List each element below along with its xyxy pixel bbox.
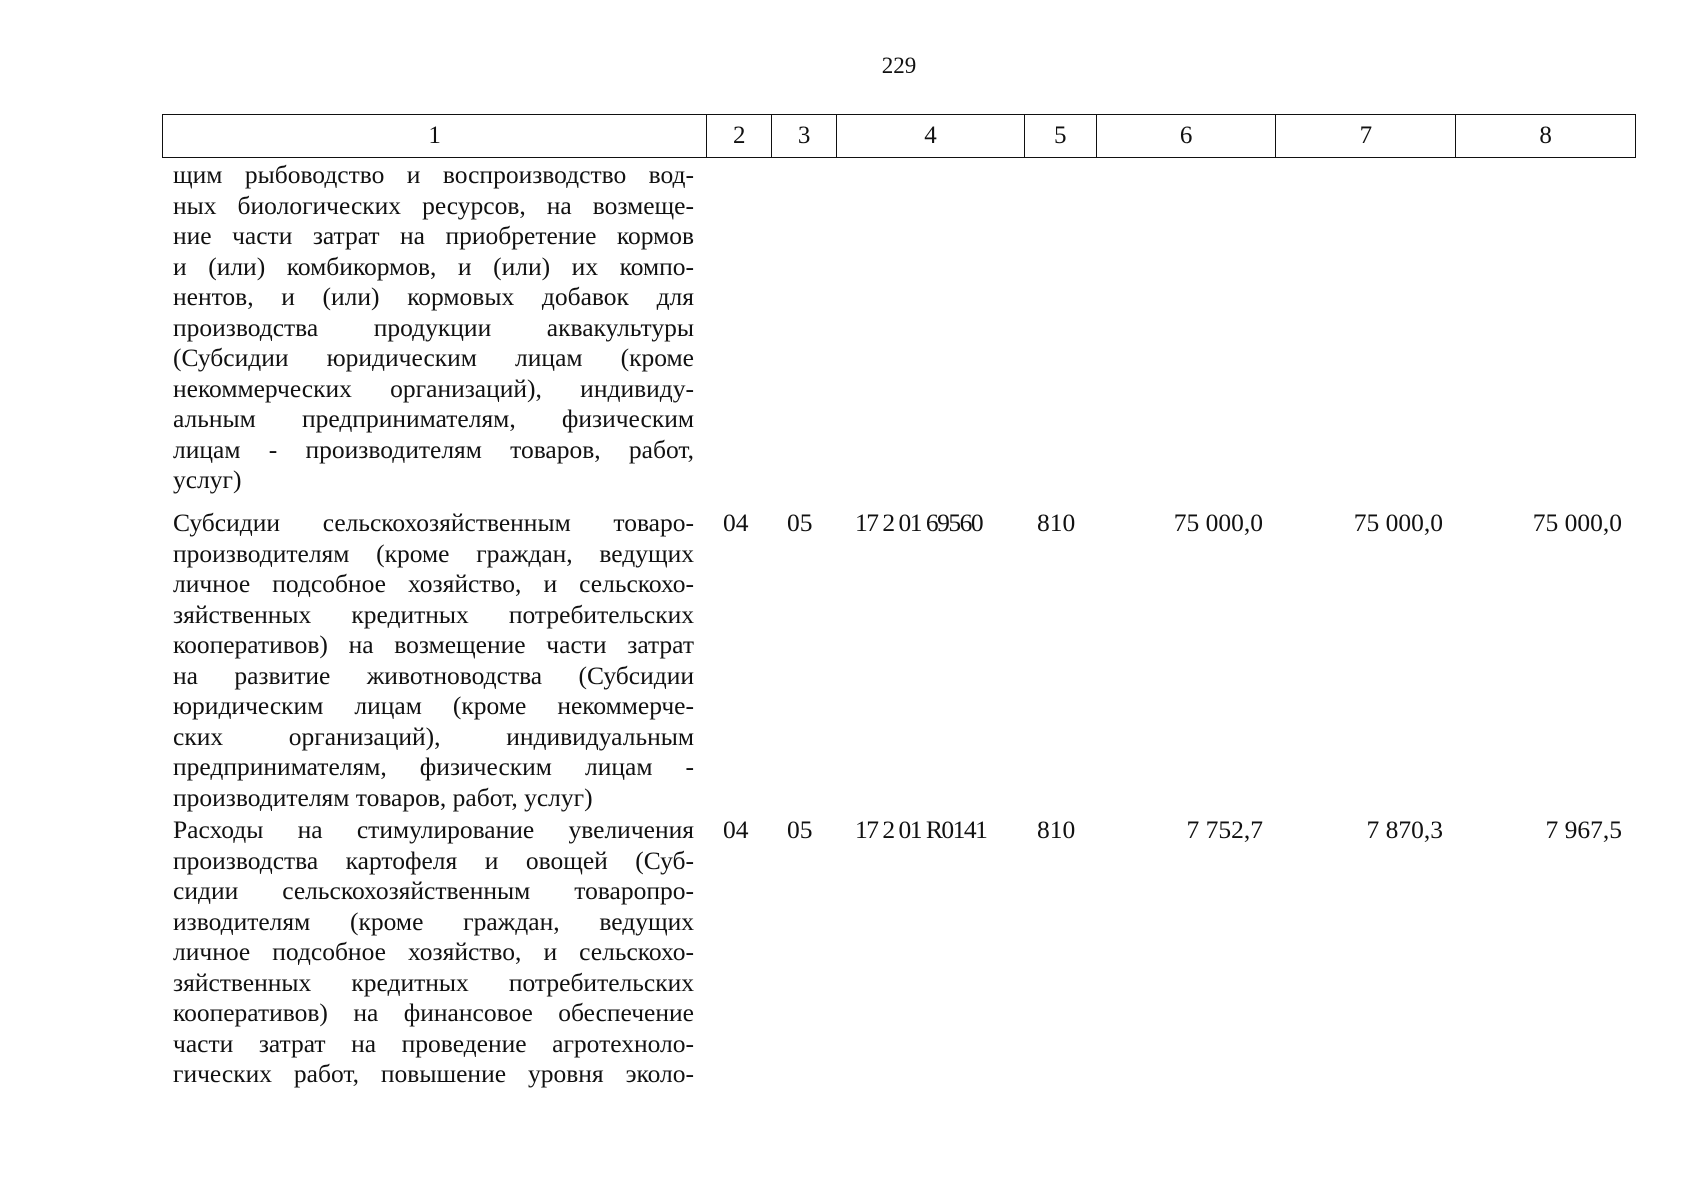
cell-amount-year3: 75 000,0 — [1532, 508, 1622, 537]
description-line: производителям товаров, работ, услуг) — [173, 782, 593, 812]
header-col-1: 1 — [163, 115, 707, 157]
cell-razdel: 04 — [723, 508, 749, 537]
description-line: зяйственных кредитных потребительских — [173, 967, 694, 997]
description-line: личное подсобное хозяйство, и сельскохо- — [173, 569, 694, 598]
row-description — [173, 508, 694, 813]
description-line: кооперативов) на возмещение части затрат — [173, 630, 694, 659]
cell-amount-year2: 7 870,3 — [1366, 815, 1443, 844]
cell-expense-type: 810 — [1037, 815, 1076, 844]
description-line: личное подсобное хозяйство, и сельскохо- — [173, 937, 694, 966]
description-line: ние части затрат на приобретение кормов — [173, 221, 694, 250]
description-line: Расходы на стимулирование увеличения — [173, 815, 694, 844]
description-line: производителям (кроме граждан, ведущих — [173, 538, 694, 568]
description-line: сидии сельскохозяйственным товаропро- — [173, 876, 694, 905]
cell-podrazdel: 05 — [787, 815, 813, 844]
description-line: лицам - производителям товаров, работ, — [173, 434, 694, 464]
table-header — [162, 114, 1636, 158]
header-col-3: 3 — [772, 115, 837, 157]
description-line: изводителям (кроме граждан, ведущих — [173, 906, 694, 936]
description-line: части затрат на проведение агротехноло- — [173, 1028, 694, 1058]
description-line: некоммерческих организаций), индивиду- — [173, 373, 694, 403]
description-line: производства картофеля и овощей (Суб- — [173, 845, 694, 875]
description-line: гических работ, повышение уровня эколо- — [173, 1059, 694, 1088]
cell-amount-year2: 75 000,0 — [1353, 508, 1443, 537]
description-line: ских организаций), индивидуальным — [173, 721, 694, 751]
description-line: нентов, и (или) кормовых добавок для — [173, 282, 694, 311]
header-col-8: 8 — [1539, 122, 1552, 149]
cell-podrazdel: 05 — [787, 508, 813, 537]
cell-target-code: 17 2 01 69560 — [855, 508, 983, 537]
page-number: 229 — [881, 53, 917, 78]
cell-expense-type: 810 — [1037, 508, 1076, 537]
cell-amount-year1: 7 752,7 — [1186, 815, 1263, 844]
header-col-2: 2 — [707, 115, 772, 157]
description-line: услуг) — [173, 465, 242, 494]
cell-target-code: 17 2 01 R0141 — [855, 815, 987, 844]
description-line: на развитие животноводства (Субсидии — [173, 660, 694, 690]
description-line: предпринимателям, физическим лицам - — [173, 752, 694, 781]
description-line: юридическим лицам (кроме некоммерче- — [173, 691, 694, 720]
description-line: Субсидии сельскохозяйственным товаро- — [173, 508, 694, 537]
description-line: зяйственных кредитных потребительских — [173, 599, 694, 629]
description-line: (Субсидии юридическим лицам (кроме — [173, 343, 694, 372]
row-description — [173, 160, 694, 496]
header-col-5: 5 — [1025, 115, 1097, 157]
header-col-6: 6 — [1097, 115, 1277, 157]
description-line: производства продукции аквакультуры — [173, 312, 694, 342]
description-line: кооперативов) на финансовое обеспечение — [173, 998, 694, 1027]
description-line: альным предпринимателям, физическим — [173, 404, 694, 433]
header-col-7: 7 — [1276, 115, 1456, 157]
description-line: и (или) комбикормов, и (или) их компо- — [173, 251, 694, 281]
header-col-4: 4 — [837, 115, 1025, 157]
cell-amount-year1: 75 000,0 — [1173, 508, 1263, 537]
cell-razdel: 04 — [723, 815, 749, 844]
cell-amount-year3: 7 967,5 — [1545, 815, 1622, 844]
description-line: ных биологических ресурсов, на возмеще- — [173, 190, 694, 220]
row-description — [173, 815, 694, 1090]
description-line: щим рыбоводство и воспроизводство вод- — [173, 160, 694, 189]
